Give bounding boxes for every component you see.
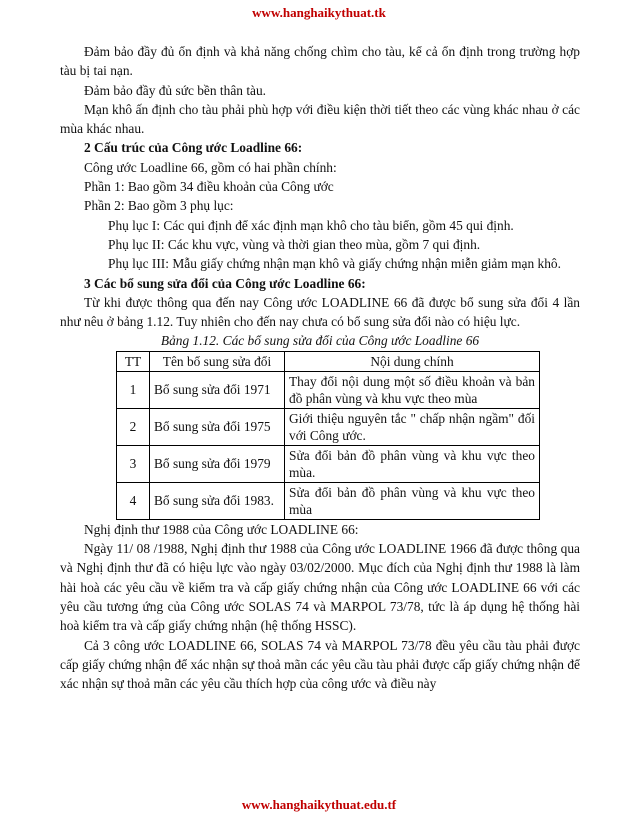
- cell-content: Thay đổi nội dung một số điều khoản và bản đồ phân vùng và khu vực theo mùa: [285, 371, 540, 408]
- paragraph-stability: Đảm bảo đầy đủ ổn định và khả năng chống chìm cho tàu, kể cả ổn định trong trường hợp tàu bị tai nạn.: [60, 44, 580, 79]
- section2-annex1: Phụ lục I: Các qui định để xác định mạn khô cho tàu biển, gồm 45 qui định.: [108, 217, 514, 233]
- cell-name: Bổ sung sửa đổi 1971: [150, 371, 285, 408]
- header-url[interactable]: www.hanghaikythuat.tk: [252, 5, 386, 20]
- cell-name: Bổ sung sửa đổi 1983.: [150, 482, 285, 519]
- cell-tt: 3: [117, 445, 150, 482]
- section2-annex2: Phụ lục II: Các khu vực, vùng và thời gian theo mùa, gồm 7 qui định.: [108, 236, 481, 252]
- header-tt: TT: [117, 351, 150, 371]
- paragraph-freeboard: Mạn khô ấn định cho tàu phải phù hợp với điều kiện thời tiết theo các vùng khác nhau ở các mùa khác nhau.: [60, 101, 580, 137]
- header-content: Nội dung chính: [285, 351, 540, 371]
- cell-content: Sửa đổi bản đồ phân vùng và khu vực theo mùa.: [285, 445, 540, 482]
- protocol-title: Nghị định thư 1988 của Công ước LOADLINE 66:: [84, 521, 359, 537]
- section3-intro: Từ khi được thông qua đến nay Công ước LOADLINE 66 đã được bổ sung sửa đổi 4 lần như nêu ở bảng 1.12. Tuy nhiên cho đến nay chưa có bổ sung sửa đổi nào có hiệu lực.: [60, 294, 580, 330]
- cell-name: Bổ sung sửa đổi 1979: [150, 445, 285, 482]
- section3-heading: 3 Các bổ sung sửa đổi của Công ước Loadline 66:: [84, 275, 366, 291]
- cell-tt: 2: [117, 408, 150, 445]
- footer-url[interactable]: www.hanghaikythuat.edu.tf: [241, 797, 397, 812]
- protocol-paragraph-1: Ngày 11/ 08 /1988, Nghị định thư 1988 của Công ước LOADLINE 1966 đã được thông qua và Nghị định thư đã có hiệu lực vào ngày 03/02/2000. Mục đích của Nghị định thư 1988 là làm hài hoà các yêu cầu về kiểm tra và cấp giấy chứng nhận của Công ước LOADLINE 66 với các yêu cầu tương ứng của Công ước SOLAS 74 và MARPOL 73/78, tức là áp dụng hệ thống hài hoà kiểm tra và cấp giấy chứng nhận (hệ thống HSSC).: [60, 541, 580, 634]
- section2-annex3: Phụ lục III: Mẫu giấy chứng nhận mạn khô và giấy chứng nhận miễn giảm mạn khô.: [108, 256, 561, 272]
- section2-heading: 2 Cấu trúc của Công ước Loadline 66:: [84, 140, 303, 156]
- section2-intro: Công ước Loadline 66, gồm có hai phần chính:: [84, 159, 337, 175]
- table-row: [117, 445, 540, 482]
- table-header-row: [117, 351, 540, 371]
- cell-content: Giới thiệu nguyên tắc " chấp nhận ngầm" đối với Công ước.: [285, 408, 540, 445]
- table-row: [117, 408, 540, 445]
- header-name: Tên bổ sung sửa đổi: [150, 351, 285, 371]
- section2-part1: Phần 1: Bao gồm 34 điều khoản của Công ước: [84, 179, 334, 195]
- paragraph-strength: Đảm bảo đầy đủ sức bền thân tàu.: [84, 82, 267, 98]
- table-caption: Bảng 1.12. Các bổ sung sửa đổi của Công ước Loadline 66: [160, 333, 480, 349]
- cell-tt: 4: [117, 482, 150, 519]
- cell-name: Bổ sung sửa đổi 1975: [150, 408, 285, 445]
- table-row: [117, 482, 540, 519]
- cell-tt: 1: [117, 371, 150, 408]
- cell-content: Sửa đổi bản đồ phân vùng và khu vực theo mùa: [285, 482, 540, 519]
- protocol-paragraph-2: Cả 3 công ước LOADLINE 66, SOLAS 74 và MARPOL 73/78 đều yêu cầu tàu phải được cấp giấy chứng nhận để xác nhận sự thoả mãn các yêu cầu tàu phải được cấp giấy chứng nhận để xác nhận sự thoả mãn các yêu cầu thích hợp của công ước và điều này: [60, 637, 580, 692]
- section2-part2: Phần 2: Bao gồm 3 phụ lục:: [84, 198, 234, 214]
- table-row: [117, 371, 540, 408]
- amendments-table: [116, 351, 540, 520]
- document-body: [60, 42, 580, 693]
